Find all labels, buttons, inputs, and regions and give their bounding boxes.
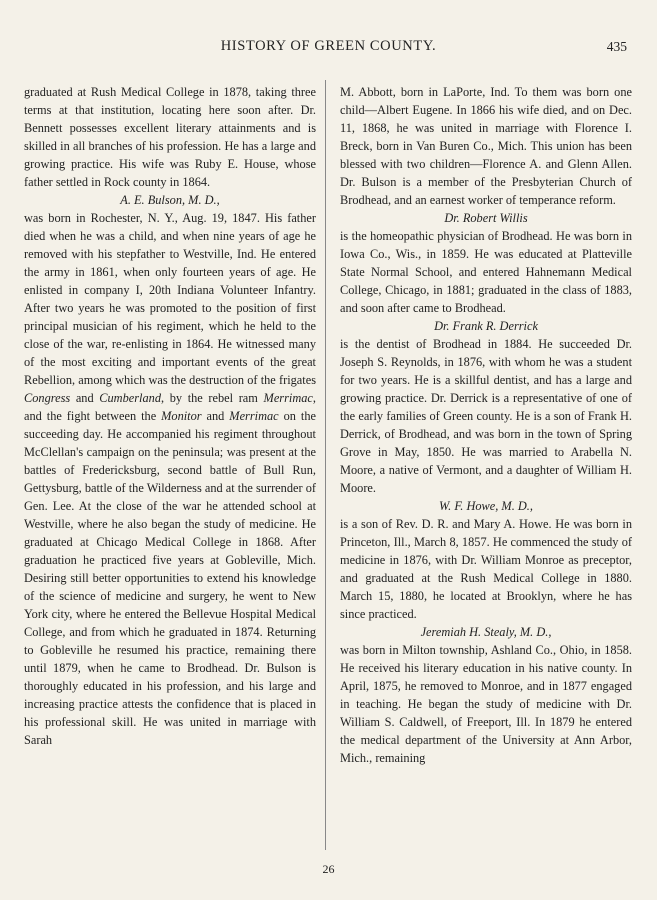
paragraph-howe: is a son of Rev. D. R. and Mary A. Howe. He was born in Princeton, Ill., March 8, 1857. He commenced the study of medicine in 1876, with Dr. William Monroe as preceptor, and graduated at the Rush Medical College in 1880. March 15, 1880, he located at Brooklyn, where he has since practiced. [340,517,632,621]
ship-name-cumberland: Cumberland [99,391,161,405]
heading-derrick: Dr. Frank R. Derrick [434,319,538,333]
signature-mark: 26 [322,862,335,876]
heading-bulson: A. E. Bulson, M. D., [120,193,220,207]
page-header [0,38,657,62]
left-column [24,83,316,749]
paragraph-derrick: is the dentist of Brodhead in 1884. He succeeded Dr. Joseph S. Reynolds, in 1876, with whom he was a student for two years. He is a skillful dentist, and has a large and growing practice. Dr. Derrick is a representative of one of the early families of Green county. He is a son of Frank H. Derrick, of Brodhead, and was born in the town of Spring Grove in May, 1850. He was married to Arabella N. Moore, a native of Vermont, and a daughter of William H. Moore. [340,337,632,495]
right-column [340,83,632,767]
running-title: HISTORY OF GREEN COUNTY. [220,38,437,54]
page-number: 435 [606,39,627,54]
heading-howe: W. F. Howe, M. D., [439,499,533,513]
paragraph-stealy: was born in Milton township, Ashland Co., Ohio, in 1858. He received his literary education in his native county. In April, 1875, he removed to Monroe, and in 1877 engaged in teaching. He began the study of medicine with Dr. William S. Caldwell, of Freeport, Ill. In 1879 he entered the medical department of the University at Ann Arbor, Mich., remaining [340,643,632,765]
heading-willis: Dr. Robert Willis [444,211,528,225]
column-divider [325,80,326,850]
paragraph-bulson: was born in Rochester, N. Y., Aug. 19, 1847. His father died when he was a child, and when nine years of age he removed with his stepfather to Westville, Ind. He entered the army in 1861, when only fourteen years of age. He enlisted in company I, 20th Indiana Volunteer Infantry. After two years he was promoted to the position of first principal musician of his regiment, which he held to the close of the war, re-enlisting in 1864. He witnessed many of the most exciting and important events of the great Rebellion, among which was the destruction of the frigates Congress and Cumberland, by the rebel ram Merrimac, and the fight between the Monitor and Merrimac on the succeeding day. He accompanied his regiment throughout McClellan's campaign on the peninsula; was present at the battles of Fredericksburg, second battle of Bull Run, Gettysburg, battle of the Wilderness and at the surrender of Gen. Lee. At the close of the war he attended school at Westville, where he also began the study of medicine. He graduated at Chicago Medical College in 1868. After graduation he practiced five years at Gobleville, Mich. Desiring still better opportunities to extend his knowledge of the science of medicine and surgery, he went to New York city, where he entered the Bellevue Hospital Medical College, and from which he graduated in 1874. Returning to Gobleville he resumed his practice, remaining there until 1879, when he came to Brodhead. Dr. Bulson is thoroughly educated in his profession, and his large and increasing practice attests the confidence that is placed in his professional skill. He was united in marriage with Sarah [24,211,316,747]
ship-name-monitor: Monitor [161,409,202,423]
ship-name-congress: Congress [24,391,71,405]
paragraph-bennett-end: graduated at Rush Medical College in 1878, taking three terms at that institution, locating here soon after. Dr. Bennett possesses excellent literary attainments and is skilled in all branches of his profession. He has a large and growing practice. His wife was Ruby E. House, whose father settled in Rock county in 1864. [24,85,316,189]
heading-stealy: Jeremiah H. Stealy, M. D., [420,625,552,639]
paragraph-bulson-cont: M. Abbott, born in LaPorte, Ind. To them was born one child—Albert Eugene. In 1866 his wife died, and on Dec. 11, 1868, he was united in marriage with Florence I. Breck, born in Van Buren Co., Mich. This union has been blessed with two children—Florence A. and Glenn Allen. Dr. Bulson is a member of the Presbyterian Church of Brodhead, and an earnest worker of temperance reform. [340,85,632,207]
ship-name-merrimac-2: Merrimac [229,409,279,423]
paragraph-willis: is the homeopathic physician of Brodhead. He was born in Iowa Co., Wis., in 1859. He was educated at Platteville State Normal School, and entered Hahnemann Medical College, Chicago, in 1881; graduated in the class of 1883, and soon after came to Brodhead. [340,229,632,315]
ship-name-merrimac: Merrimac [263,391,313,405]
